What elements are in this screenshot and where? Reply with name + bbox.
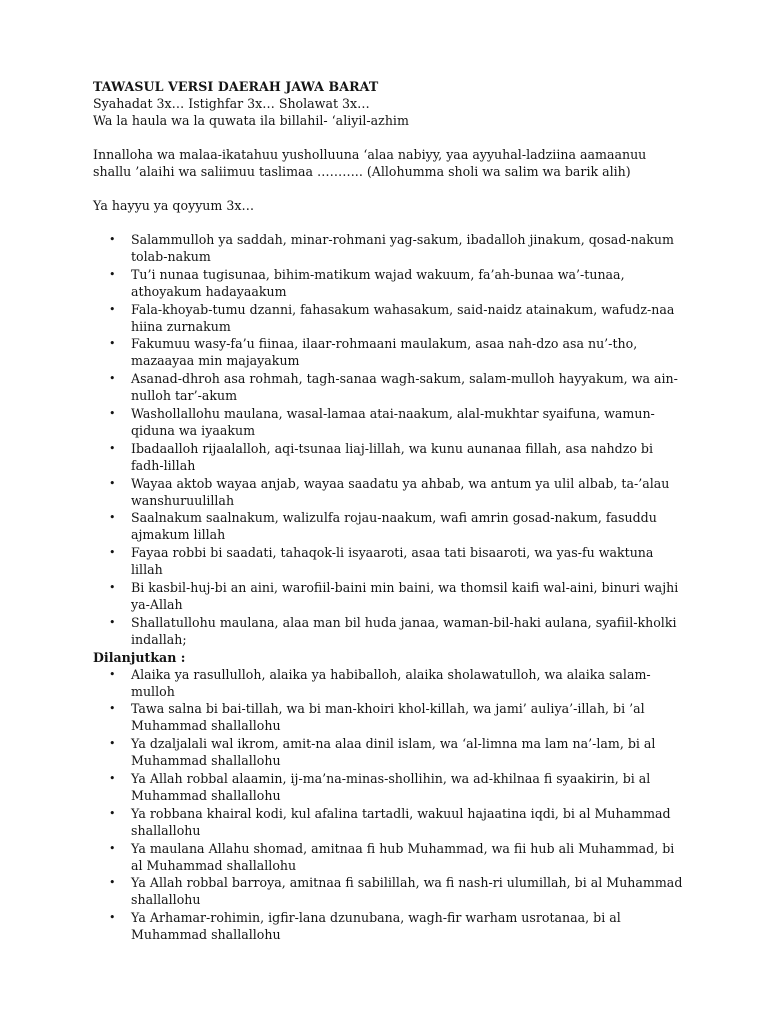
list-item-text: Ya maulana Allahu shomad, amitnaa fi hub Muhammad, wa fii hub ali Muhammad, bi al Muhammad shallallohu [131, 840, 675, 873]
list-item [93, 805, 683, 839]
list-item [93, 475, 683, 509]
intro-line-2: Wa la haula wa la quwata ila billahil- ‘aliyil-azhim [93, 113, 409, 128]
bullet-icon: • [109, 911, 116, 925]
bullet-list-part-1 [93, 231, 683, 648]
bullet-icon: • [109, 615, 116, 629]
list-item [93, 440, 683, 474]
list-item-text: Ya Arhamar-rohimin, igfir-lana dzunubana, wagh-fir warham usrotanaa, bi al Muhammad shallallohu [131, 910, 621, 943]
bullet-icon: • [109, 337, 116, 351]
list-item-text: Ya Allah robbal alaamin, ij-ma’na-minas-shollihin, wa ad-khilnaa fi syaakirin, bi al Muhammad shallallohu [131, 770, 651, 803]
list-item-text: Salammulloh ya saddah, minar-rohmani yag-sakum, ibadalloh jinakum, qosad-nakum tolab-nakum [131, 232, 674, 264]
bullet-icon: • [109, 806, 116, 820]
bullet-icon: • [109, 441, 116, 455]
list-item-text: Shallatullohu maulana, alaa man bil huda janaa, waman-bil-haki aulana, syafiil-kholki indallah; [131, 614, 677, 647]
document-page [93, 78, 683, 944]
list-item-text: Fayaa robbi bi saadati, tahaqok-li isyaaroti, asaa tati bisaaroti, wa yas-fu waktuna lillah [131, 545, 654, 578]
list-item-text: Ya dzaljalali wal ikrom, amit-na alaa dinil islam, wa ‘al-limna ma lam na’-lam, bi al Muhammad shallallohu [131, 736, 656, 769]
paragraph-ya-hayyu: Ya hayyu ya qoyyum 3x… [93, 198, 255, 213]
bullet-icon: • [109, 372, 116, 386]
bullet-icon: • [109, 580, 116, 594]
list-item-text: Fakumuu wasy-fa’u fiinaa, ilaar-rohmaani maulakum, asaa nah-dzo asa nu’-tho, mazaayaa min majayakum [131, 336, 638, 369]
intro-line-1: Syahadat 3x… Istighfar 3x… Sholawat 3x… [93, 96, 370, 111]
bullet-icon: • [109, 302, 116, 316]
list-item-text: Saalnakum saalnakum, walizulfa rojau-naakum, wafi amrin gosad-nakum, fasuddu ajmakum lillah [131, 510, 657, 543]
bullet-icon: • [109, 841, 116, 855]
bullet-list-part-2 [93, 666, 683, 944]
list-item-text: Ibadaalloh rijaalalloh, aqi-tsunaa liaj-lillah, wa kunu aunanaa fillah, asa nahdzo bi fadh-lillah [131, 440, 654, 473]
list-item-text: Bi kasbil-huj-bi an aini, warofiil-baini min baini, wa thomsil kaifi wal-aini, binuri wajhi ya-Allah [131, 579, 679, 612]
list-item-text: Alaika ya rasullulloh, alaika ya habiballoh, alaika sholawatulloh, wa alaika salam-mulloh [131, 666, 651, 699]
bullet-icon: • [109, 546, 116, 560]
list-item [93, 301, 683, 335]
list-item [93, 614, 683, 648]
spacer [93, 180, 683, 197]
bullet-icon: • [109, 771, 116, 785]
list-item [93, 874, 683, 908]
bullet-icon: • [109, 267, 116, 281]
list-item [93, 909, 683, 943]
list-item [93, 405, 683, 439]
bullet-icon: • [109, 476, 116, 490]
list-item [93, 370, 683, 404]
list-item [93, 666, 683, 700]
list-item [93, 509, 683, 543]
list-item-text: Asanad-dhroh asa rohmah, tagh-sanaa wagh-sakum, salam-mulloh hayyakum, wa ain-nulloh tar’-akum [131, 371, 678, 404]
list-item-text: Washollallohu maulana, wasal-lamaa atai-naakum, alal-mukhtar syaifuna, wamun-qiduna wa iyaakum [131, 405, 655, 438]
list-item [93, 700, 683, 734]
document-title: TAWASUL VERSI DAERAH JAWA BARAT [93, 79, 379, 94]
list-item [93, 544, 683, 578]
list-item [93, 335, 683, 369]
list-item [93, 579, 683, 613]
bullet-icon: • [109, 667, 116, 681]
list-item [93, 266, 683, 300]
bullet-icon: • [109, 406, 116, 420]
list-item [93, 840, 683, 874]
spacer [93, 129, 683, 146]
bullet-icon: • [109, 876, 116, 890]
list-item [93, 735, 683, 769]
list-item-text: Ya robbana khairal kodi, kul afalina tartadli, wakuul hajaatina iqdi, bi al Muhammad shallallohu [131, 805, 671, 838]
bullet-icon: • [109, 737, 116, 751]
list-item [93, 231, 683, 265]
bullet-icon: • [109, 233, 116, 246]
list-item-text: Fala-khoyab-tumu dzanni, fahasakum wahasakum, said-naidz atainakum, wafudz-naa hiina zurnakum [131, 301, 675, 334]
bullet-icon: • [109, 511, 116, 525]
spacer [93, 214, 683, 231]
list-item [93, 770, 683, 804]
list-item-text: Tu’i nunaa tugisunaa, bihim-matikum wajad wakuum, fa’ah-bunaa wa’-tunaa, athoyakum hadayaakum [131, 266, 625, 299]
list-item-text: Ya Allah robbal barroya, amitnaa fi sabilillah, wa fi nash-ri ulumillah, bi al Muhammad shallallohu [131, 875, 683, 908]
list-item-text: Wayaa aktob wayaa anjab, wayaa saadatu ya ahbab, wa antum ya ulil albab, ta-’alau wanshuruulillah [131, 475, 670, 508]
list-item-text: Tawa salna bi bai-tillah, wa bi man-khoiri khol-killah, wa jami’ auliya’-illah, bi ’al Muhammad shallallohu [131, 701, 645, 734]
bullet-icon: • [109, 702, 116, 716]
paragraph-sholawat: Innalloha wa malaa-ikatahuu yusholluuna ‘alaa nabiyy, yaa ayyuhal-ladziina aamaanuu shallu ’alaihi wa saliimuu taslimaa ……….. (Allohumma sholi wa salim wa barik alih) [93, 147, 647, 179]
section-subheading: Dilanjutkan : [93, 649, 186, 665]
